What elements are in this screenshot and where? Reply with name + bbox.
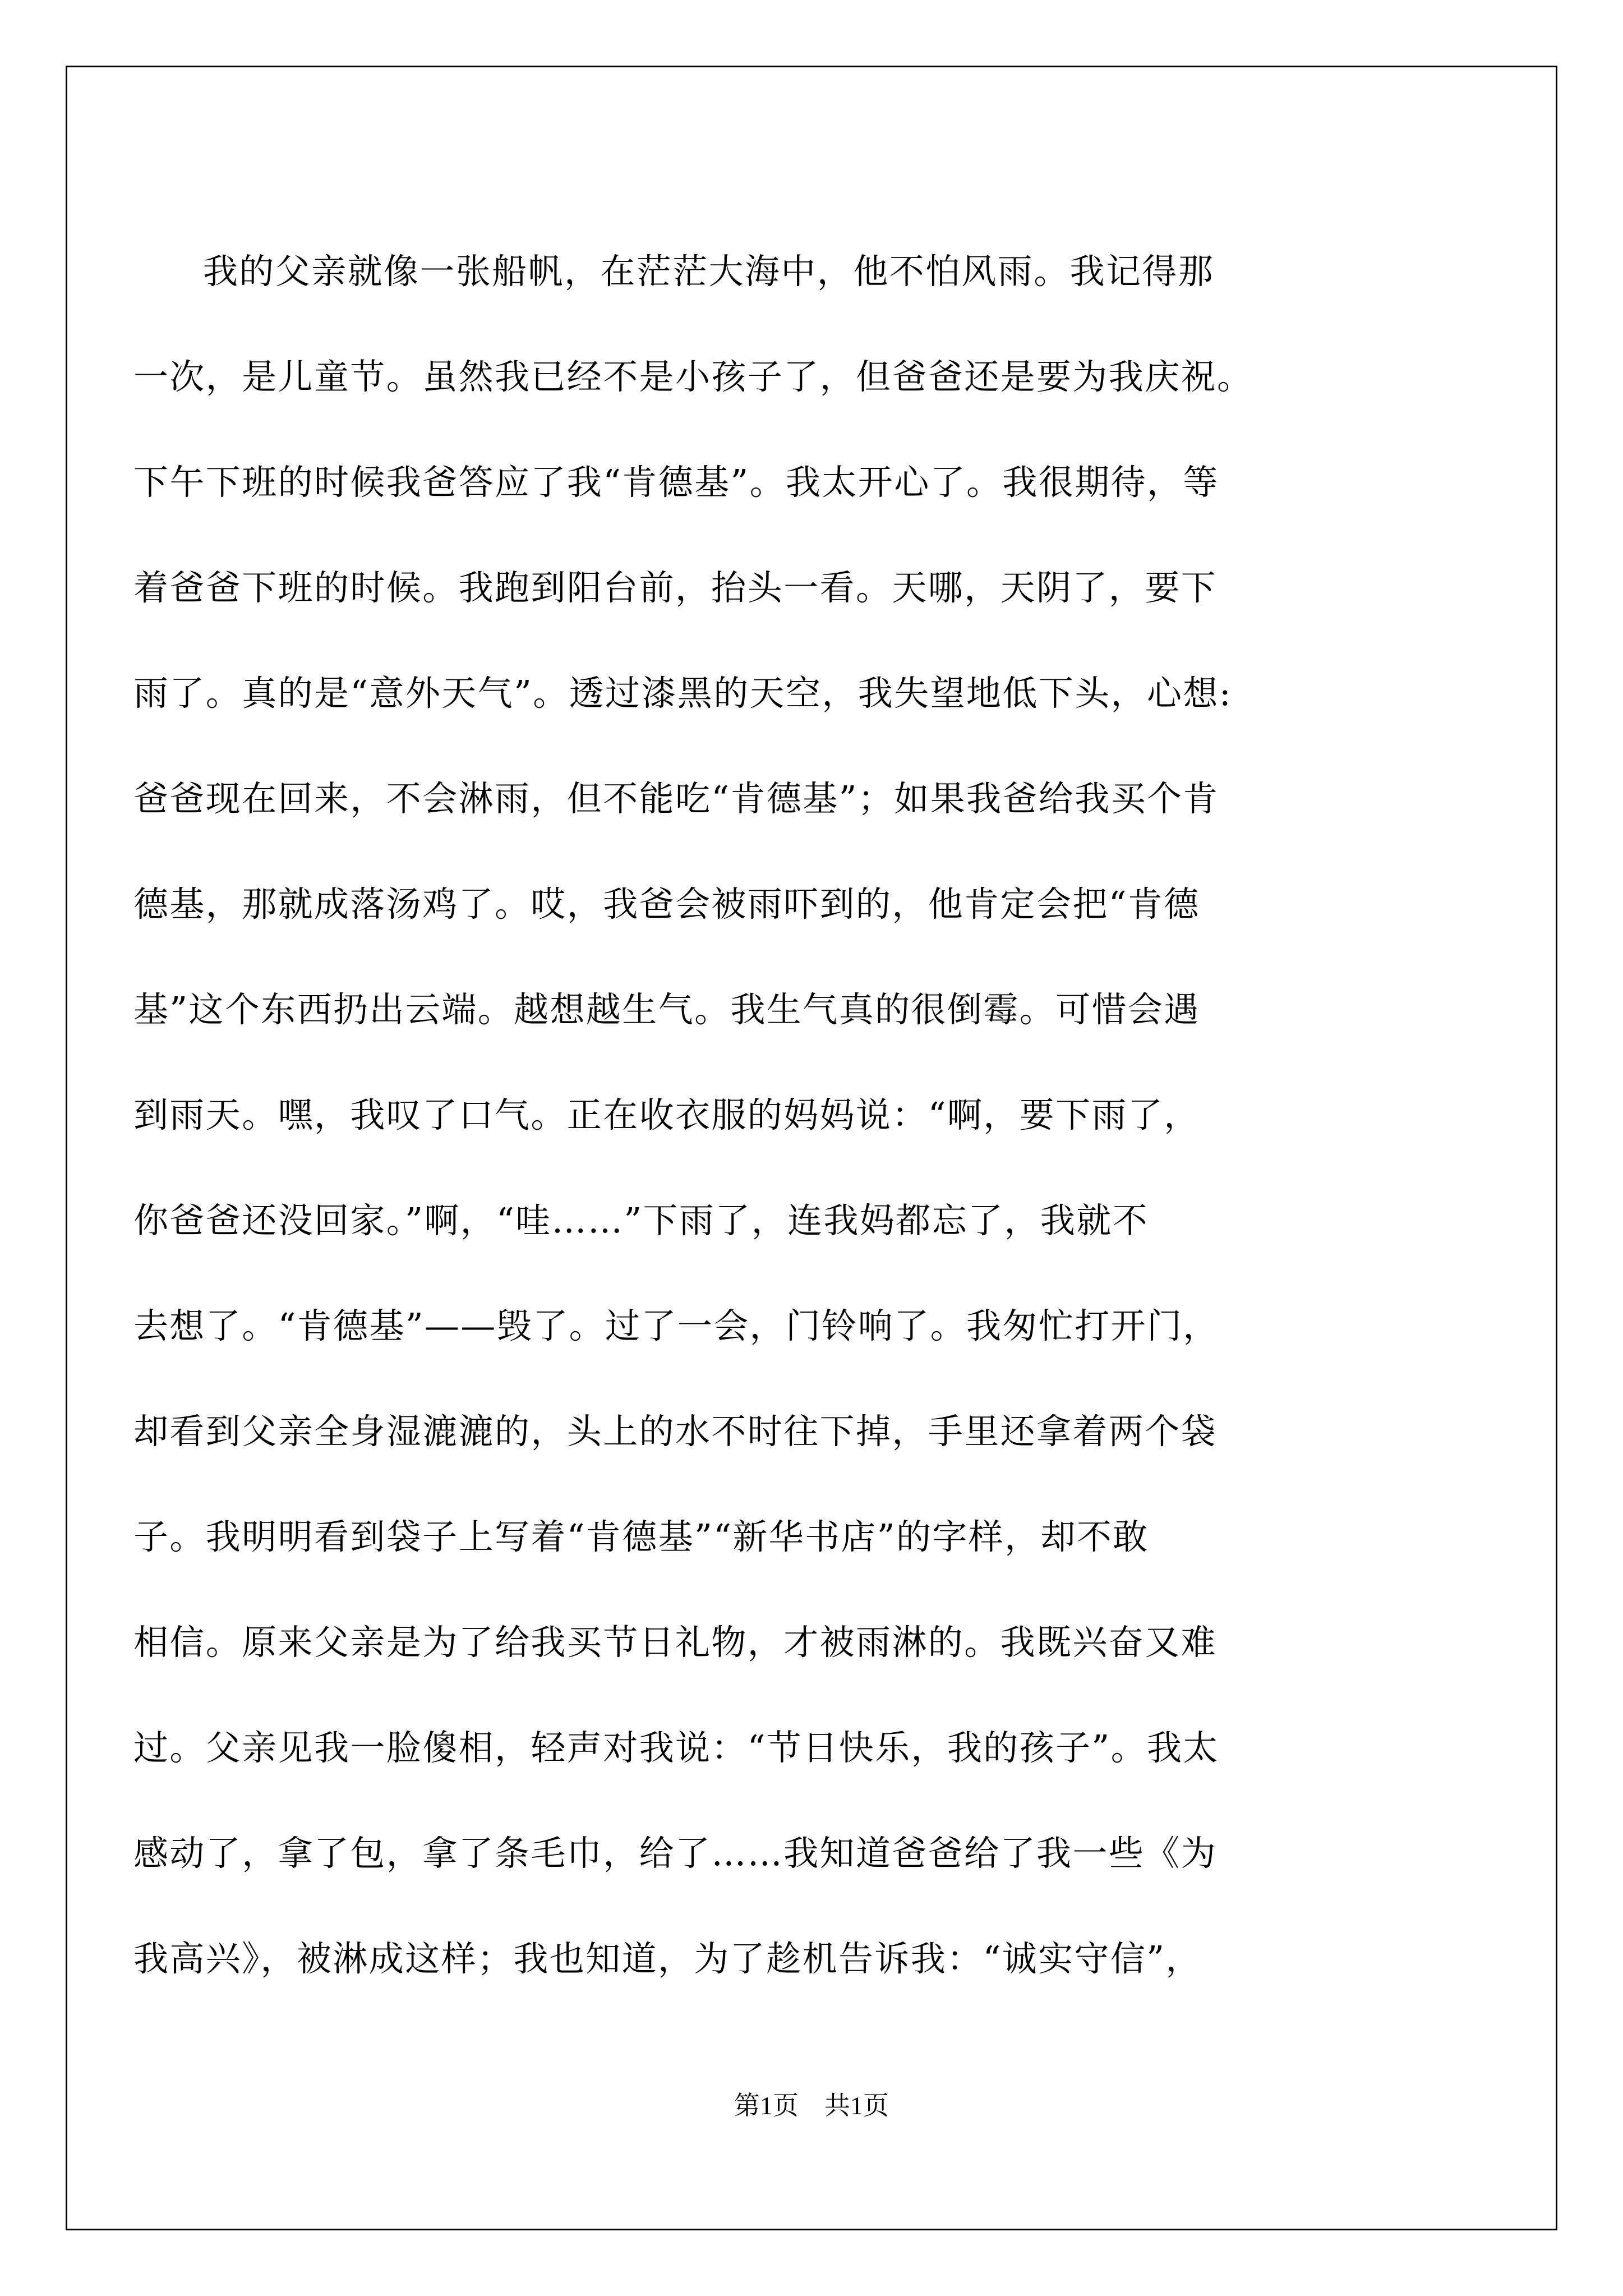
text-line: 子。我明明看到袋子上写着“肯德基”“新华书店”的字样，却不敢: [133, 1516, 1149, 1557]
text-line: 一次，是儿童节。虽然我已经不是小孩子了，但爸爸还是要为我庆祝。: [133, 356, 1253, 397]
text-line: 着爸爸下班的时候。我跑到阳台前，抬头一看。天哪，天阴了，要下: [133, 567, 1218, 608]
text-line: 你爸爸还没回家。”啊，“哇……”下雨了，连我妈都忘了，我就不: [133, 1200, 1149, 1241]
text-line: 德基，那就成落汤鸡了。哎，我爸会被雨吓到的，他肯定会把“肯德: [133, 884, 1200, 924]
text-line: 去想了。“肯德基”——毁了。过了一会，门铃响了。我匆忙打开门，: [133, 1305, 1219, 1346]
text-line: 到雨天。嘿，我叹了口气。正在收衣服的妈妈说：“啊，要下雨了，: [133, 1094, 1200, 1135]
text-line: 过。父亲见我一脸傻相，轻声对我说：“节日快乐，我的孩子”。我太: [133, 1727, 1219, 1768]
text-line: 下午下班的时候我爸答应了我“肯德基”。我太开心了。我很期待，等: [133, 462, 1219, 503]
text-line: 爸爸现在回来，不会淋雨，但不能吃“肯德基”；如果我爸给我买个肯: [133, 778, 1219, 819]
text-line: 基”这个东西扔出云端。越想越生气。我生气真的很倒霉。可惜会遇: [133, 989, 1200, 1030]
document-body: [133, 219, 1446, 2012]
page-number-footer: 第1页 共1页: [734, 2091, 889, 2120]
text-line: 我的父亲就像一张船帆，在茫茫大海中，他不怕风雨。我记得那: [203, 251, 1215, 292]
text-line: 我高兴》，被淋成这样；我也知道，为了趁机告诉我：“诚实守信”，: [133, 1938, 1202, 1979]
text-line: 相信。原来父亲是为了给我买节日礼物，才被雨淋的。我既兴奋又难: [133, 1622, 1218, 1663]
text-line: 雨了。真的是“意外天气”。透过漆黑的天空，我失望地低下头，心想:: [133, 673, 1233, 714]
text-line: 感动了，拿了包，拿了条毛巾，给了……我知道爸爸给了我一些《为: [133, 1833, 1218, 1874]
text-line: 却看到父亲全身湿漉漉的，头上的水不时往下掉，手里还拿着两个袋: [133, 1411, 1218, 1452]
